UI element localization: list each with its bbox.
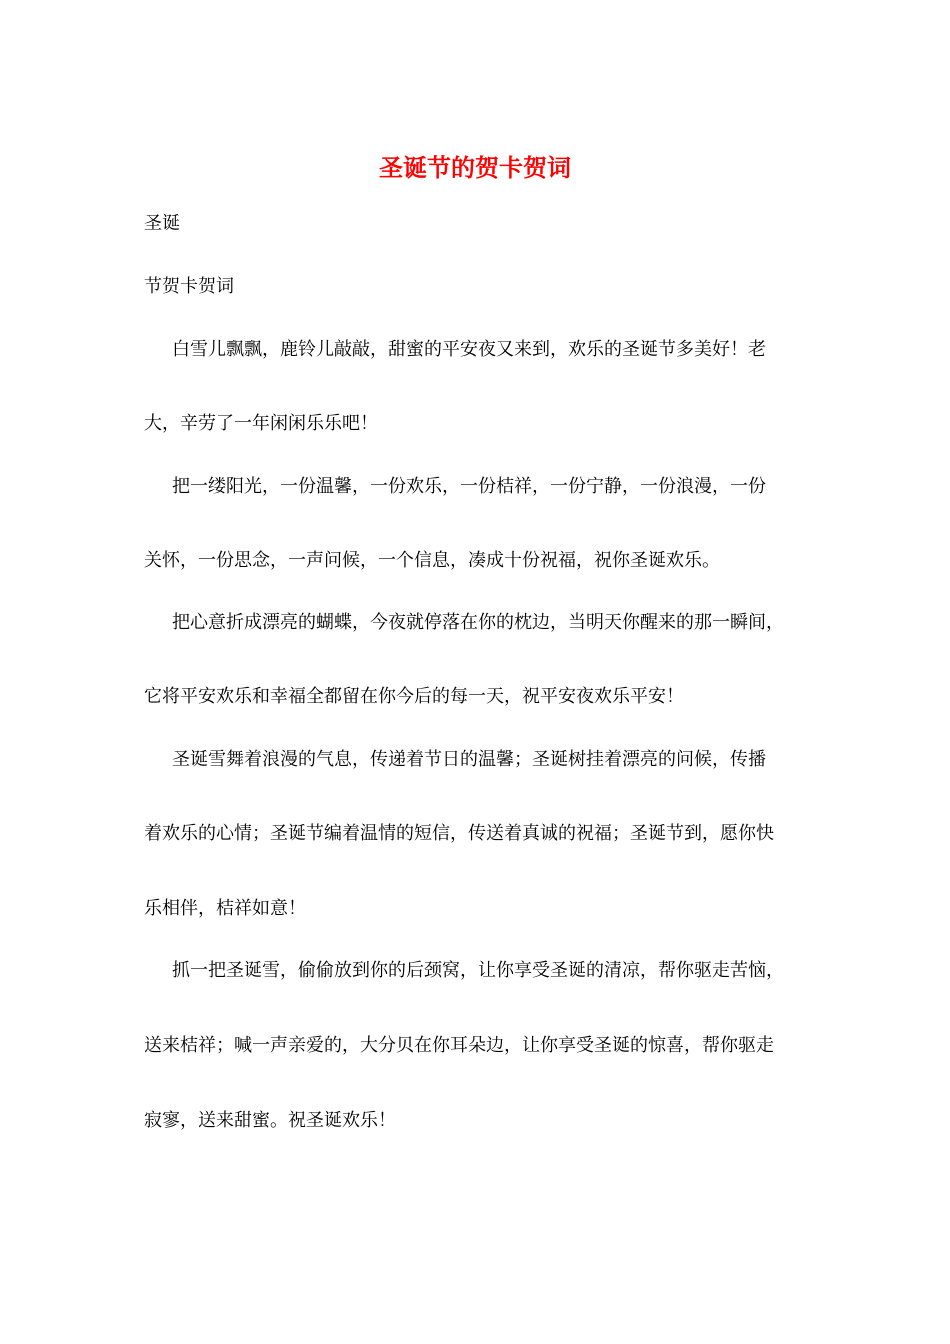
paragraph-1-line-2: 大，辛劳了一年闲闲乐乐吧！ [144,413,378,434]
paragraph-5-line-1: 抓一把圣诞雪，偷偷放到你的后颈窝，让你享受圣诞的清凉，帮你驱走苦恼， [172,960,784,981]
paragraph-4-line-1: 圣诞雪舞着浪漫的气息，传递着节日的温馨；圣诞树挂着漂亮的问候，传播 [172,749,766,770]
document-title: 圣诞节的贺卡贺词 [379,153,571,182]
paragraph-3-line-2: 它将平安欢乐和幸福全都留在你今后的每一天，祝平安夜欢乐平安！ [144,686,684,707]
paragraph-4-line-2: 着欢乐的心情；圣诞节编着温情的短信，传送着真诚的祝福；圣诞节到，愿你快 [144,823,774,844]
paragraph-2-line-2: 关怀，一份思念，一声问候，一个信息，凑成十份祝福，祝你圣诞欢乐。 [144,550,720,571]
paragraph-5-line-3: 寂寥，送来甜蜜。祝圣诞欢乐！ [144,1110,396,1131]
paragraph-3-line-1: 把心意折成漂亮的蝴蝶，今夜就停落在你的枕边，当明天你醒来的那一瞬间， [172,612,784,633]
heading-line-1: 圣诞 [144,213,180,234]
paragraph-2-line-1: 把一缕阳光，一份温馨，一份欢乐，一份桔祥，一份宁静，一份浪漫，一份 [172,476,766,497]
paragraph-5-line-2: 送来桔祥；喊一声亲爱的，大分贝在你耳朵边，让你享受圣诞的惊喜，帮你驱走 [144,1035,774,1056]
paragraph-4-line-3: 乐相伴，桔祥如意！ [144,898,306,919]
paragraph-1-line-1: 白雪儿飘飘，鹿铃儿敲敲，甜蜜的平安夜又来到，欢乐的圣诞节多美好！老 [172,339,766,360]
heading-line-2: 节贺卡贺词 [144,276,234,297]
